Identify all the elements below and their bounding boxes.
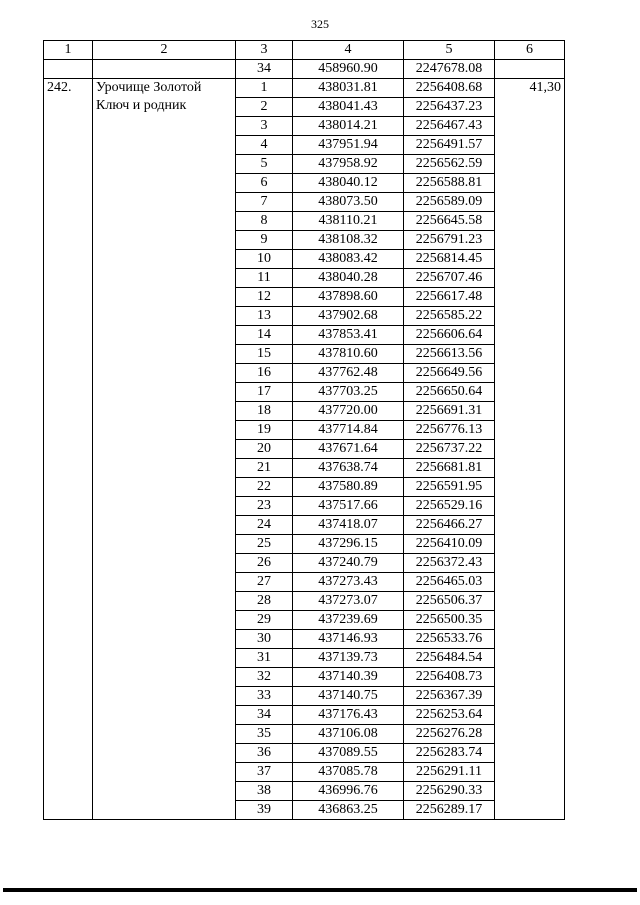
x-coordinate-cell: 437902.68: [293, 307, 404, 326]
point-number-cell: 33: [236, 687, 293, 706]
y-coordinate-cell: 2256289.17: [404, 801, 495, 820]
x-coordinate-cell: 438110.21: [293, 212, 404, 231]
y-coordinate-cell: 2256707.46: [404, 269, 495, 288]
y-coordinate-cell: 2256253.64: [404, 706, 495, 725]
point-number-cell: 4: [236, 136, 293, 155]
y-coordinate-cell: 2256533.76: [404, 630, 495, 649]
table-row: [44, 79, 565, 98]
y-coordinate-cell: 2256437.23: [404, 98, 495, 117]
point-number-cell: 6: [236, 174, 293, 193]
point-number-cell: 27: [236, 573, 293, 592]
point-number-cell: 38: [236, 782, 293, 801]
x-coordinate-cell: 437296.15: [293, 535, 404, 554]
point-number-cell: 30: [236, 630, 293, 649]
x-coordinate-cell: 436863.25: [293, 801, 404, 820]
point-number-cell: 22: [236, 478, 293, 497]
x-coordinate-cell: 458960.90: [293, 60, 404, 79]
bottom-rule: [3, 888, 637, 892]
area-cell: 41,30: [495, 79, 565, 820]
y-coordinate-cell: 2256372.43: [404, 554, 495, 573]
x-coordinate-cell: 437273.07: [293, 592, 404, 611]
point-number-cell: 19: [236, 421, 293, 440]
y-coordinate-cell: 2256613.56: [404, 345, 495, 364]
y-coordinate-cell: 2256276.28: [404, 725, 495, 744]
x-coordinate-cell: 437703.25: [293, 383, 404, 402]
point-number-cell: 13: [236, 307, 293, 326]
y-coordinate-cell: 2256410.09: [404, 535, 495, 554]
x-coordinate-cell: 437239.69: [293, 611, 404, 630]
entry-name-line: Ключ и родник: [96, 98, 187, 113]
point-number-cell: 14: [236, 326, 293, 345]
point-number-cell: 5: [236, 155, 293, 174]
x-coordinate-cell: 437638.74: [293, 459, 404, 478]
x-coordinate-cell: 438108.32: [293, 231, 404, 250]
y-coordinate-cell: 2256617.48: [404, 288, 495, 307]
carry-over-row: [44, 60, 565, 79]
point-number-cell: 37: [236, 763, 293, 782]
point-number-cell: 10: [236, 250, 293, 269]
header-cell: 2: [93, 41, 236, 60]
y-coordinate-cell: 2256737.22: [404, 440, 495, 459]
x-coordinate-cell: 438040.28: [293, 269, 404, 288]
y-coordinate-cell: 2256645.58: [404, 212, 495, 231]
y-coordinate-cell: 2247678.08: [404, 60, 495, 79]
header-cell: 4: [293, 41, 404, 60]
point-number-cell: 28: [236, 592, 293, 611]
y-coordinate-cell: 2256467.43: [404, 117, 495, 136]
x-coordinate-cell: 437580.89: [293, 478, 404, 497]
point-number-cell: 20: [236, 440, 293, 459]
x-coordinate-cell: 438083.42: [293, 250, 404, 269]
point-number-cell: 29: [236, 611, 293, 630]
point-number-cell: 17: [236, 383, 293, 402]
point-number-cell: 39: [236, 801, 293, 820]
point-number-cell: 34: [236, 60, 293, 79]
x-coordinate-cell: 437140.39: [293, 668, 404, 687]
y-coordinate-cell: 2256408.68: [404, 79, 495, 98]
y-coordinate-cell: 2256484.54: [404, 649, 495, 668]
header-row: [44, 41, 565, 60]
header-cell: 5: [404, 41, 495, 60]
x-coordinate-cell: 437714.84: [293, 421, 404, 440]
x-coordinate-cell: 438073.50: [293, 193, 404, 212]
point-number-cell: 18: [236, 402, 293, 421]
x-coordinate-cell: 437517.66: [293, 497, 404, 516]
point-number-cell: 23: [236, 497, 293, 516]
entry-number-cell: 242.: [44, 79, 93, 820]
y-coordinate-cell: 2256367.39: [404, 687, 495, 706]
point-number-cell: 35: [236, 725, 293, 744]
point-number-cell: 2: [236, 98, 293, 117]
point-number-cell: 9: [236, 231, 293, 250]
empty-cell: [495, 60, 565, 79]
y-coordinate-cell: 2256589.09: [404, 193, 495, 212]
x-coordinate-cell: 437085.78: [293, 763, 404, 782]
y-coordinate-cell: 2256650.64: [404, 383, 495, 402]
point-number-cell: 32: [236, 668, 293, 687]
y-coordinate-cell: 2256529.16: [404, 497, 495, 516]
point-number-cell: 34: [236, 706, 293, 725]
x-coordinate-cell: 437146.93: [293, 630, 404, 649]
page-number: 325: [311, 17, 329, 31]
y-coordinate-cell: 2256283.74: [404, 744, 495, 763]
x-coordinate-cell: 438040.12: [293, 174, 404, 193]
point-number-cell: 11: [236, 269, 293, 288]
point-number-cell: 26: [236, 554, 293, 573]
entry-name-cell: [93, 79, 236, 820]
x-coordinate-cell: 437958.92: [293, 155, 404, 174]
y-coordinate-cell: 2256649.56: [404, 364, 495, 383]
header-cell: 1: [44, 41, 93, 60]
y-coordinate-cell: 2256491.57: [404, 136, 495, 155]
x-coordinate-cell: 438014.21: [293, 117, 404, 136]
point-number-cell: 15: [236, 345, 293, 364]
y-coordinate-cell: 2256506.37: [404, 592, 495, 611]
point-number-cell: 36: [236, 744, 293, 763]
y-coordinate-cell: 2256776.13: [404, 421, 495, 440]
x-coordinate-cell: 437106.08: [293, 725, 404, 744]
x-coordinate-cell: 437273.43: [293, 573, 404, 592]
point-number-cell: 31: [236, 649, 293, 668]
x-coordinate-cell: 437898.60: [293, 288, 404, 307]
x-coordinate-cell: 436996.76: [293, 782, 404, 801]
point-number-cell: 24: [236, 516, 293, 535]
entry-name-line: Урочище Золотой: [96, 80, 202, 95]
y-coordinate-cell: 2256814.45: [404, 250, 495, 269]
x-coordinate-cell: 437951.94: [293, 136, 404, 155]
y-coordinate-cell: 2256466.27: [404, 516, 495, 535]
point-number-cell: 7: [236, 193, 293, 212]
point-number-cell: 8: [236, 212, 293, 231]
y-coordinate-cell: 2256585.22: [404, 307, 495, 326]
x-coordinate-cell: 437720.00: [293, 402, 404, 421]
point-number-cell: 12: [236, 288, 293, 307]
y-coordinate-cell: 2256408.73: [404, 668, 495, 687]
point-number-cell: 3: [236, 117, 293, 136]
x-coordinate-cell: 437762.48: [293, 364, 404, 383]
x-coordinate-cell: 438031.81: [293, 79, 404, 98]
point-number-cell: 1: [236, 79, 293, 98]
header-cell: 3: [236, 41, 293, 60]
point-number-cell: 25: [236, 535, 293, 554]
empty-cell: [44, 60, 93, 79]
y-coordinate-cell: 2256562.59: [404, 155, 495, 174]
y-coordinate-cell: 2256591.95: [404, 478, 495, 497]
y-coordinate-cell: 2256465.03: [404, 573, 495, 592]
header-cell: 6: [495, 41, 565, 60]
x-coordinate-cell: 437810.60: [293, 345, 404, 364]
y-coordinate-cell: 2256291.11: [404, 763, 495, 782]
x-coordinate-cell: 437089.55: [293, 744, 404, 763]
y-coordinate-cell: 2256290.33: [404, 782, 495, 801]
y-coordinate-cell: 2256681.81: [404, 459, 495, 478]
y-coordinate-cell: 2256791.23: [404, 231, 495, 250]
y-coordinate-cell: 2256500.35: [404, 611, 495, 630]
x-coordinate-cell: 437853.41: [293, 326, 404, 345]
x-coordinate-cell: 438041.43: [293, 98, 404, 117]
point-number-cell: 21: [236, 459, 293, 478]
empty-cell: [93, 60, 236, 79]
y-coordinate-cell: 2256606.64: [404, 326, 495, 345]
y-coordinate-cell: 2256588.81: [404, 174, 495, 193]
point-number-cell: 16: [236, 364, 293, 383]
x-coordinate-cell: 437418.07: [293, 516, 404, 535]
coordinates-table: [43, 40, 565, 820]
x-coordinate-cell: 437176.43: [293, 706, 404, 725]
y-coordinate-cell: 2256691.31: [404, 402, 495, 421]
x-coordinate-cell: 437671.64: [293, 440, 404, 459]
x-coordinate-cell: 437240.79: [293, 554, 404, 573]
x-coordinate-cell: 437140.75: [293, 687, 404, 706]
x-coordinate-cell: 437139.73: [293, 649, 404, 668]
